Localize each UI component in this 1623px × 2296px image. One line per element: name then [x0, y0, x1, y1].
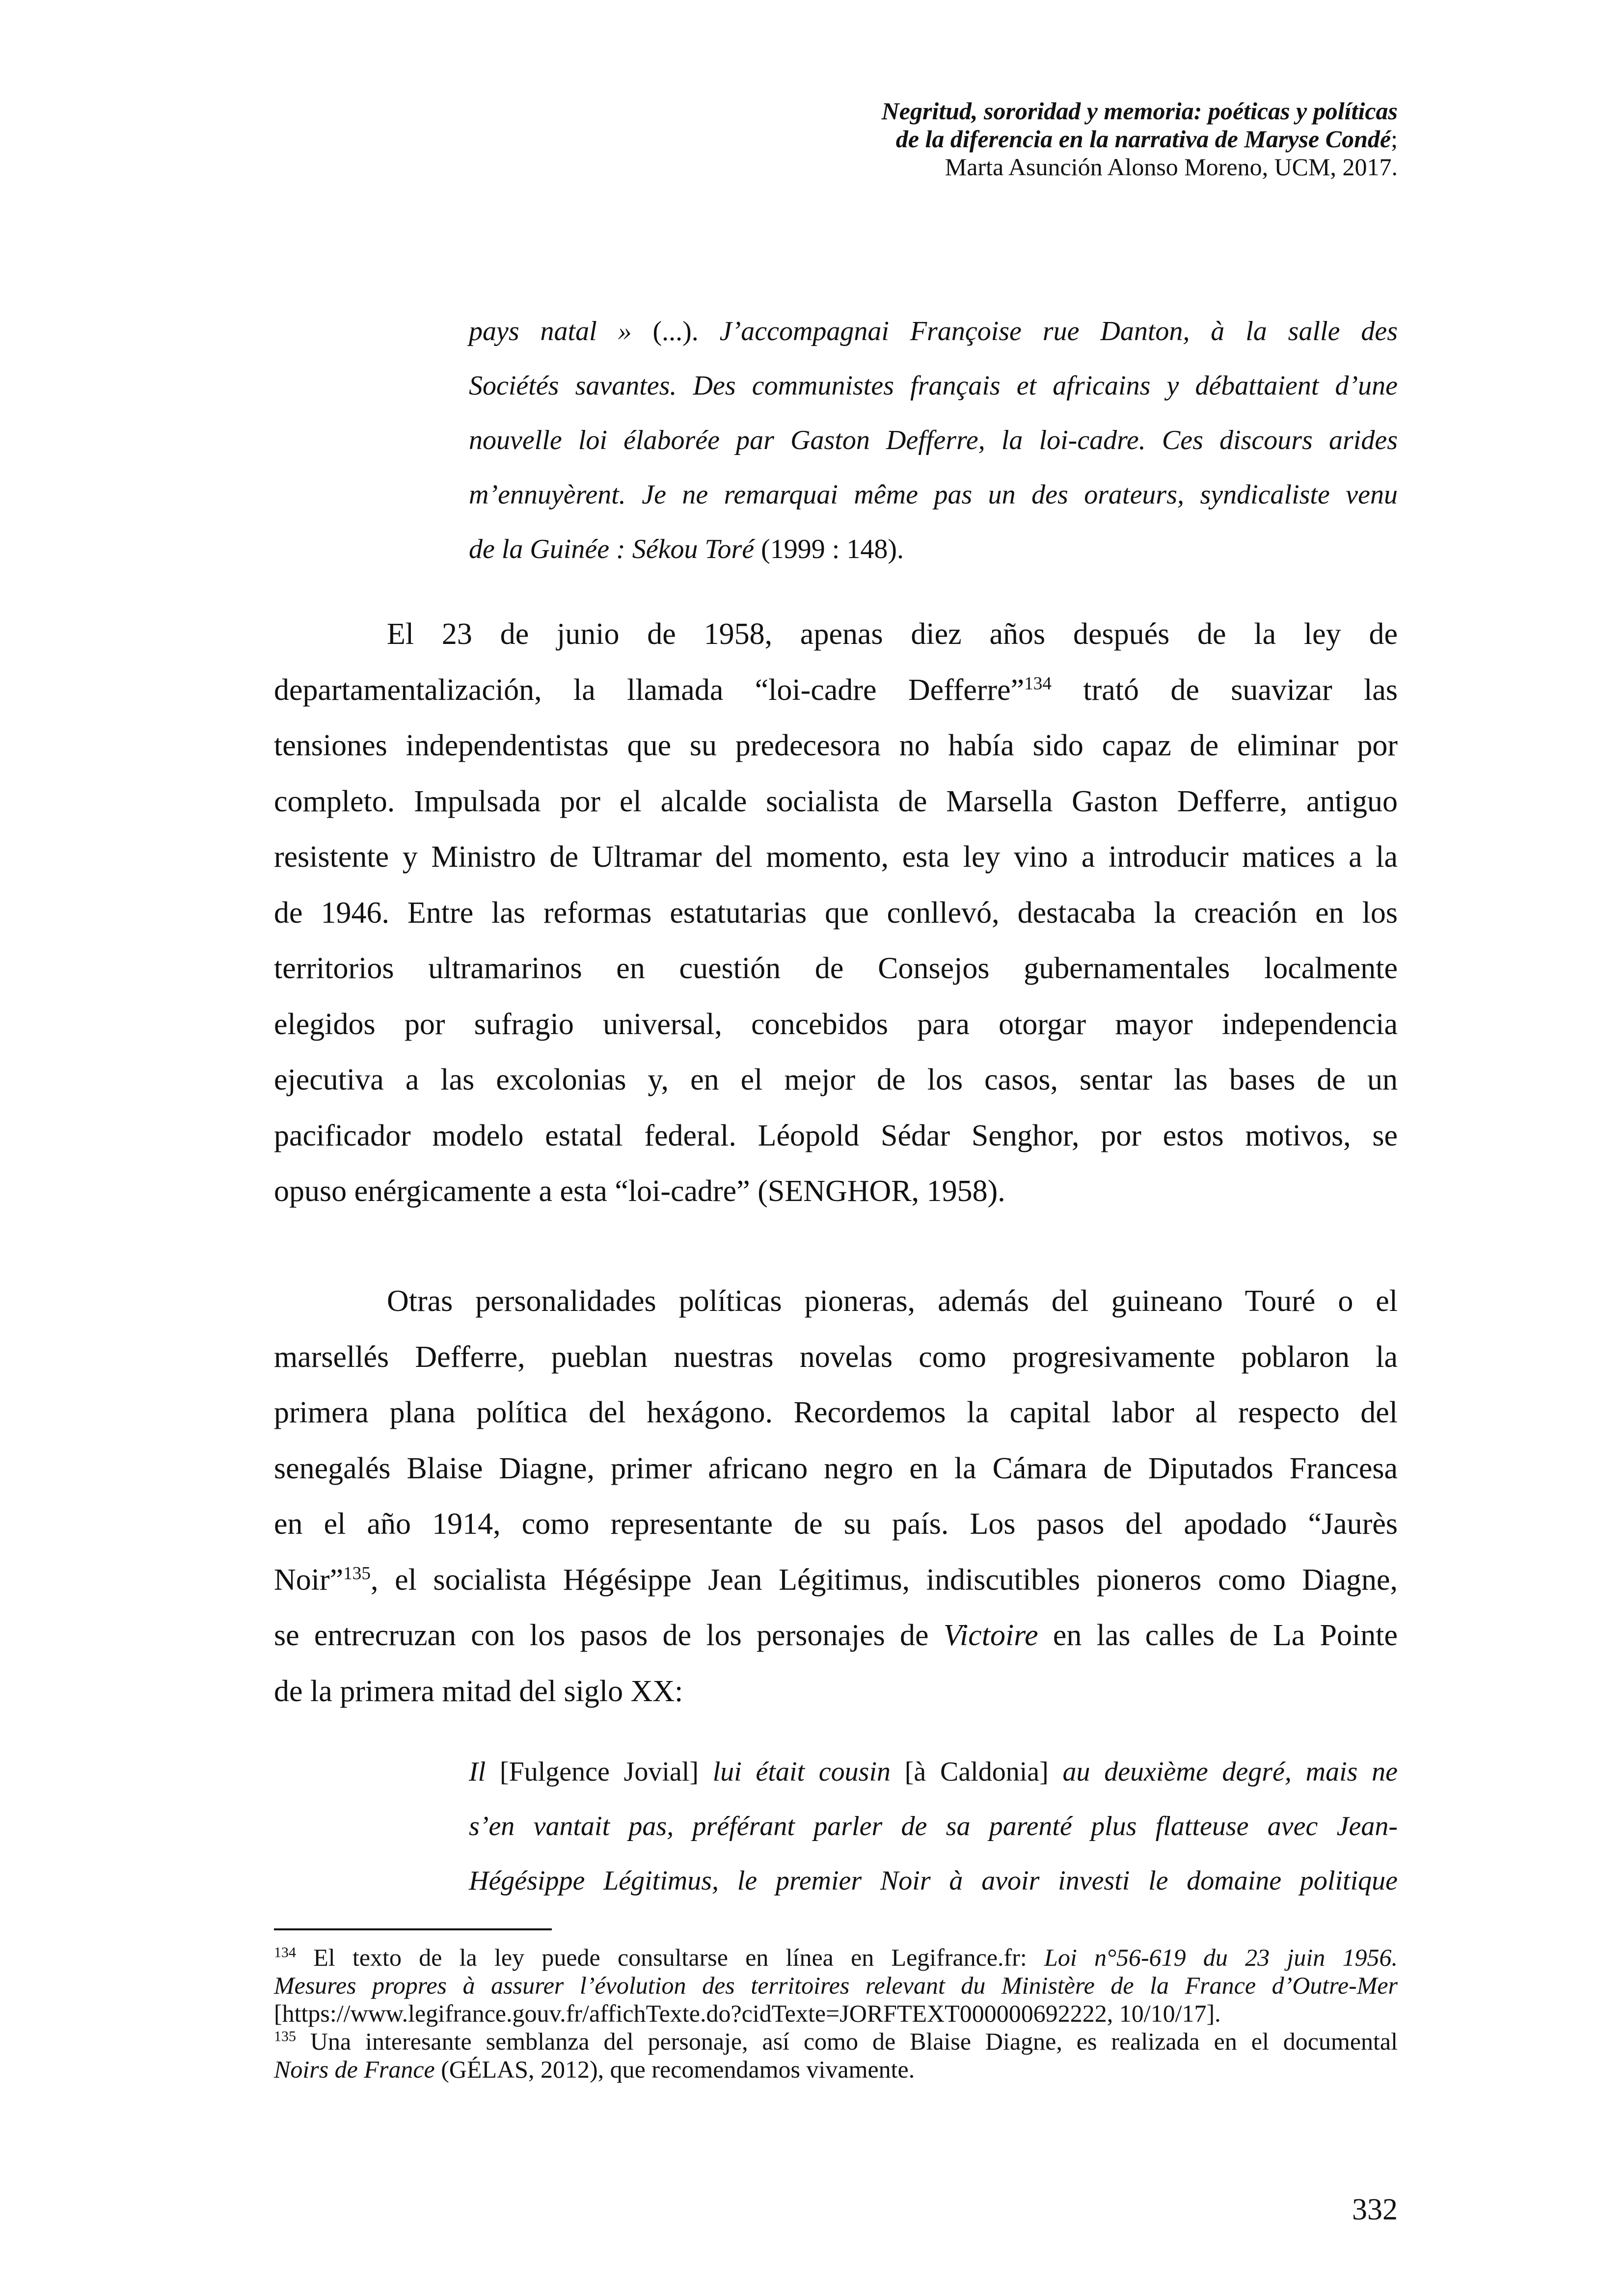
paragraph-line: pacificador modelo estatal federal. Léopold Sédar Senghor, por estos motivos, se — [274, 1119, 1398, 1152]
paragraph-line: de la primera mitad del siglo XX: — [274, 1674, 683, 1708]
running-header — [612, 97, 1398, 181]
paragraph-1 — [274, 607, 1398, 1220]
footnote-ref-134[interactable]: 134 — [1024, 673, 1052, 694]
block-quote-2 — [469, 1745, 1398, 1908]
paragraph-line: Otras personalidades políticas pioneras, además del guineano Touré o el — [387, 1284, 1398, 1318]
quote-line: s’en vantait pas, préférant parler de sa parenté plus flatteuse avec Jean- — [469, 1811, 1398, 1842]
footnote-134-link[interactable]: [https://www.legifrance.gouv.fr/affichTexte.do?cidTexte=JORFTEXT000000692222, 10/10/17]. — [274, 2000, 1221, 2027]
footnote-134-line: $^{134}$ El texto de la ley puede consultarse en línea en Legifrance.fr: Loi n°56-619 du 23 juin 1956. — [274, 1944, 1398, 1971]
quote-line: Il [Fulgence Jovial] lui était cousin [à Caldonia] au deuxième degré, mais ne — [469, 1757, 1398, 1787]
quote-line: m’ennuyèrent. Je ne remarquai même pas un des orateurs, syndicaliste venu — [469, 480, 1398, 510]
paragraph-line: primera plana política del hexágono. Recordemos la capital labor al respecto del — [274, 1396, 1398, 1429]
paragraph-line: se entrecruzan con los pasos de los personajes de Victoire en las calles de La Pointe — [274, 1619, 1398, 1652]
quote-line: de la Guinée : Sékou Toré (1999 : 148). — [469, 534, 904, 564]
header-author-line: Marta Asunción Alonso Moreno, UCM, 2017. — [945, 153, 1398, 181]
quote-line: Hégésippe Légitimus, le premier Noir à avoir investi le domaine politique — [469, 1866, 1398, 1896]
paragraph-line: territorios ultramarinos en cuestión de Consejos gubernamentales localmente — [274, 952, 1398, 985]
quote-line: nouvelle loi élaborée par Gaston Defferre, la loi-cadre. Ces discours arides — [469, 425, 1398, 455]
footnote-ref-135[interactable]: 135 — [343, 1563, 371, 1583]
quote-line: Sociétés savantes. Des communistes français et africains y débattaient d’une — [469, 371, 1398, 401]
paragraph-line: El 23 de junio de 1958, apenas diez años después de la ley de — [387, 617, 1398, 651]
paragraph-line: completo. Impulsada por el alcalde socialista de Marsella Gaston Defferre, antiguo — [274, 784, 1398, 818]
paragraph-line: senegalés Blaise Diagne, primer africano negro en la Cámara de Diputados Francesa — [274, 1451, 1398, 1485]
footnote-134-line: Mesures propres à assurer l’évolution des territoires relevant du Ministère de la France d’Outre-Mer — [274, 1972, 1398, 1999]
paragraph-2 — [274, 1274, 1398, 1719]
paragraph-line: elegidos por sufragio universal, concebidos para otorgar mayor independencia — [274, 1007, 1398, 1041]
paragraph-line: resistente y Ministro de Ultramar del momento, esta ley vino a introducir matices a la — [274, 840, 1398, 874]
paragraph-line: en el año 1914, como representante de su país. Los pasos del apodado “Jaurès — [274, 1507, 1398, 1541]
footnote-separator — [274, 1928, 552, 1930]
footnotes — [274, 1944, 1398, 2083]
paragraph-line: marsellés Defferre, pueblan nuestras novelas como progresivamente poblaron la — [274, 1340, 1398, 1374]
paragraph-line: Noir”$^{135}$, el socialista Hégésippe Jean Légitimus, indiscutibles pioneros como Diagne, — [274, 1563, 1398, 1597]
paragraph-line: de 1946. Entre las reformas estatutarias que conllevó, destacaba la creación en los — [274, 896, 1398, 930]
footnote-135-line: $^{135}$ Una interesante semblanza del personaje, así como de Blaise Diagne, es realizada en el documental — [274, 2028, 1398, 2055]
paragraph-line: tensiones independentistas que su predecesora no había sido capaz de eliminar por — [274, 729, 1398, 762]
block-quote-1 — [469, 304, 1398, 577]
page-number: 332 — [1352, 2193, 1398, 2226]
paragraph-line: ejecutiva a las excolonias y, en el mejor de los casos, sentar las bases de un — [274, 1063, 1398, 1096]
header-title-line1: Negritud, sororidad y memoria: poéticas y políticas — [881, 97, 1398, 125]
footnote-135-line: Noirs de France (GÉLAS, 2012), que recomendamos vivamente. — [274, 2056, 915, 2083]
paragraph-line: departamentalización, la llamada “loi-cadre Defferre”$^{134}$ trató de suavizar las — [274, 673, 1398, 707]
header-title-line2: de la diferencia en la narrativa de Maryse Condé; — [895, 125, 1398, 153]
paragraph-line: opuso enérgicamente a esta “loi-cadre” (SENGHOR, 1958). — [274, 1175, 1005, 1208]
quote-line: pays natal » (...). J’accompagnai Françoise rue Danton, à la salle des — [469, 316, 1398, 347]
